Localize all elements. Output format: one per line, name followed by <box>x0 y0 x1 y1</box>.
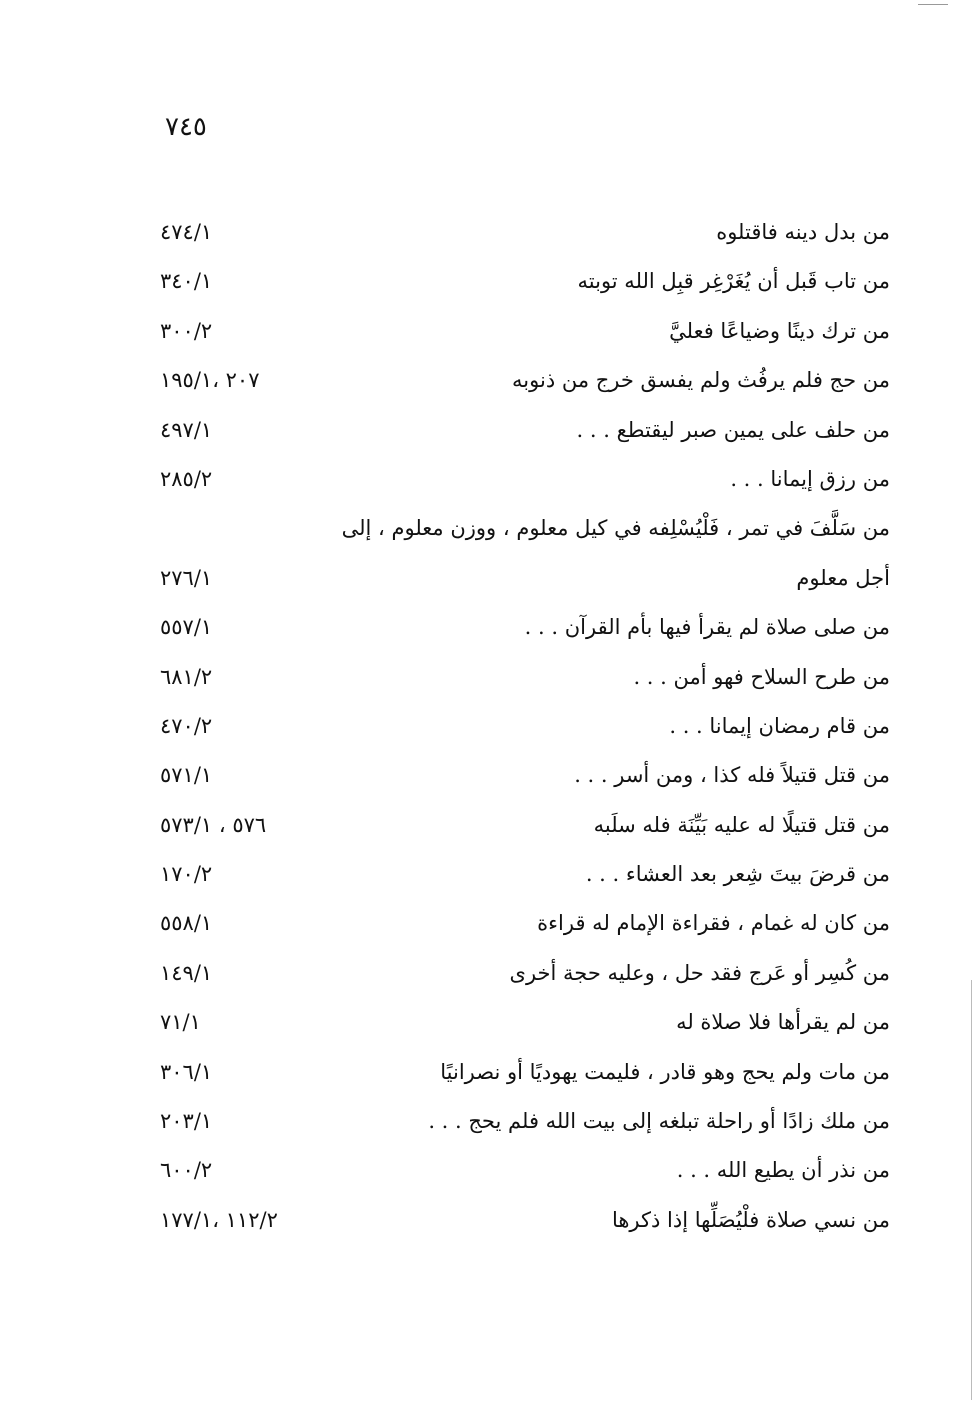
entry-reference: ٤٧٤/١ <box>160 220 213 244</box>
entry-text: من تاب قَبل أن يُغَرْغِر قبِل الله توبته <box>577 269 890 294</box>
index-entry <box>150 1202 890 1251</box>
index-entry <box>150 856 890 905</box>
scan-edge-dash <box>918 4 948 5</box>
entry-reference: ٥٧١/١ <box>160 763 213 788</box>
entry-text: من قتل قتيلًا له عليه بَيِّنَة فله سلَبه <box>593 812 890 837</box>
entry-reference: ٢٠٧ ،١٩٥/١ <box>160 368 260 393</box>
entry-reference: ٦٨١/٢ <box>160 664 213 689</box>
index-entry <box>150 313 890 362</box>
entry-text: من ملك زادًا أو راحلة تبلغه إلى بيت الله فلم يحج . . . <box>428 1109 890 1134</box>
index-entry <box>150 214 890 263</box>
entry-reference: ٢٧٦/١ <box>160 565 213 590</box>
index-entry <box>150 560 890 609</box>
entry-text: من طرح السلاح فهو أمن . . . <box>633 664 890 689</box>
page-number: ٧٤٥ <box>165 112 207 142</box>
entry-text: من حج فلم يرفُث ولم يفسق خرج من ذنوبه <box>512 368 890 393</box>
index-entry <box>150 659 890 708</box>
entry-reference: ١٧٠/٢ <box>160 862 213 887</box>
entry-text: من سَلَّفَ في تمر ، فَلْيُسْلِفه في كيل معلوم ، ووزن معلوم ، إلى <box>341 516 890 541</box>
entry-text: من لم يقرأها فلا صلاة له <box>676 1010 890 1035</box>
index-entry <box>150 510 890 559</box>
index-entry <box>150 362 890 411</box>
scan-edge-line <box>971 980 972 1400</box>
index-entry <box>150 955 890 1004</box>
entry-reference: ٦٠٠/٢ <box>160 1158 213 1183</box>
index-entry <box>150 905 890 954</box>
index-entry <box>150 609 890 658</box>
entry-reference: ٤٧٠/٢ <box>160 713 213 738</box>
hadith-index-list <box>150 214 890 1251</box>
entry-reference: ٥٥٧/١ <box>160 615 213 640</box>
entry-text: من ترك دينًا وضياعًا فعليَّ <box>669 318 890 343</box>
entry-text: من كان له غمام ، فقراءة الإمام له قراءة <box>537 911 890 936</box>
entry-reference: ١١٢/٢ ،١٧٧/١ <box>160 1207 278 1232</box>
index-entry <box>150 1152 890 1201</box>
entry-text: من نسي صلاة فلْيُصَلِّها إذا ذكرها <box>611 1207 890 1232</box>
entry-reference: ٣٤٠/١ <box>160 269 213 294</box>
entry-reference: ٣٠٦/١ <box>160 1059 213 1084</box>
entry-text: من مات ولم يحج وهو قادر ، فليمت يهوديًا أو نصرانيًا <box>440 1059 890 1084</box>
entry-text: من قرضَ بيتَ شِعر بعد العشاء . . . <box>585 862 890 887</box>
entry-reference: ٧١/١ <box>160 1010 201 1035</box>
entry-text: من بدل دينه فاقتلوه <box>716 220 890 244</box>
index-entry <box>150 1054 890 1103</box>
index-entry <box>150 412 890 461</box>
entry-text: من حلف على يمين صبر ليقتطع . . . <box>576 417 890 442</box>
entry-reference: ٣٠٠/٢ <box>160 318 213 343</box>
index-entry <box>150 263 890 312</box>
scan-edge-marks <box>906 0 976 1419</box>
index-entry <box>150 1004 890 1053</box>
entry-text: أجل معلوم <box>796 565 890 590</box>
entry-text: من قتل قتيلاً فله كذا ، ومن أسر . . . <box>574 763 890 788</box>
entry-text: من نذر أن يطيع الله . . . <box>676 1158 890 1183</box>
entry-text: من رزق إيمانا . . . <box>730 466 890 491</box>
index-entry <box>150 708 890 757</box>
entry-text: من كُسِر أو عَرج فقد حل ، وعليه حجة أخرى <box>509 960 890 985</box>
index-entry <box>150 461 890 510</box>
entry-reference: ٥٧٦ ، ٥٧٣/١ <box>160 812 267 837</box>
entry-reference: ٢٨٥/٢ <box>160 466 213 491</box>
index-entry <box>150 807 890 856</box>
index-entry <box>150 757 890 806</box>
entry-text: من قام رمضان إيمانا . . . <box>669 713 890 738</box>
entry-reference: ٢٠٣/١ <box>160 1109 213 1134</box>
entry-reference: ٤٩٧/١ <box>160 417 213 442</box>
entry-reference: ١٤٩/١ <box>160 960 213 985</box>
entry-text: من صلى صلاة لم يقرأ فيها بأم القرآن . . . <box>524 615 890 640</box>
index-entry <box>150 1103 890 1152</box>
entry-reference: ٥٥٨/١ <box>160 911 213 936</box>
